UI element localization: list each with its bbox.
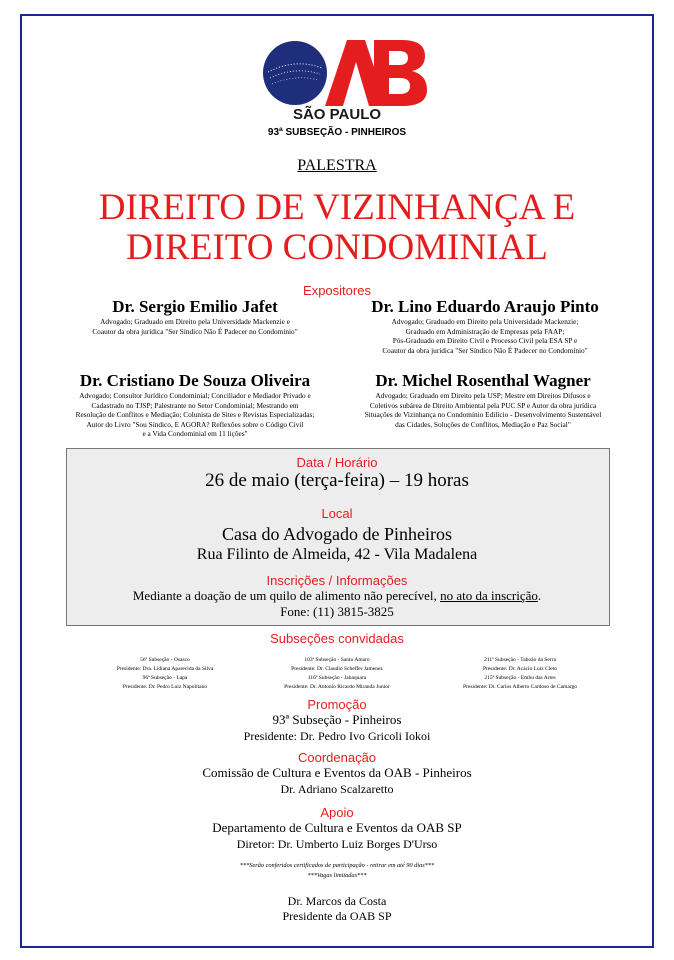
speaker-2	[350, 297, 620, 355]
coordination-heading: Coordenação	[297, 750, 377, 765]
promotion-heading: Promoção	[307, 697, 367, 712]
bio-line: Pós-Graduado em Direito Civil e Processo Civil pela ESA SP e	[392, 336, 578, 345]
bio-line: Resolução de Conflitos e Mediação; Colunista de Sites e Revistas Especializadas;	[75, 410, 315, 419]
subsection-name: 96ª Subseção - Lapa	[142, 675, 188, 681]
speaker-name: Dr. Cristiano De Souza Oliveira	[79, 371, 311, 390]
signup-body: Mediante a doação de um quilo de alimento não perecível,	[132, 588, 441, 603]
subsection-name: 215ª Subseção - Embu das Artes	[484, 675, 556, 681]
invited-heading: Subseções convidadas	[270, 631, 404, 646]
signup-heading: Inscrições / Informações	[266, 573, 408, 588]
bio-line: Advogado; Graduado em Direito pela Universidade Mackenzie;	[391, 317, 579, 326]
bio-line: Coautor da obra jurídica "Ser Síndico Não É Padecer no Condomínio"	[382, 345, 588, 355]
bio-line: Advogado; Consultor Jurídico Condominial; Conciliador e Mediador Privado e	[79, 391, 311, 400]
state-label: SÃO PAULO	[292, 106, 382, 123]
president-name: Dr. Marcos da Costa	[287, 894, 387, 908]
speaker-1	[60, 297, 330, 336]
bio-line: Coletivos subárea de Direito Ambiental pela PUC SP e Autor da obra jurídica	[369, 400, 597, 410]
speaker-3	[50, 371, 340, 439]
coordination-org: Comissão de Cultura e Eventos da OAB - Pinheiros	[202, 765, 472, 780]
speaker-name: Dr. Sergio Emilio Jafet	[112, 297, 278, 316]
speaker-name: Dr. Michel Rosenthal Wagner	[375, 371, 591, 390]
phone: Fone: (11) 3815-3825	[280, 604, 394, 619]
subsection-president: Presidente: Dra. Lidiana Aparecida da Silva	[116, 666, 214, 672]
speaker-4	[338, 371, 628, 429]
bio-line: Cadastrado no TJSP; Palestrante no Setor Condominial; Mestrando em	[91, 400, 299, 410]
president-role: Presidente da OAB SP	[282, 909, 392, 923]
bio-line: Situações de Vizinhança no Condomínio Edilício - Desenvolvimento Sustentável	[364, 410, 602, 419]
support-org: Departamento de Cultura e Eventos da OAB SP	[212, 820, 462, 835]
coordination-person: Dr. Adriano Scalzaretto	[280, 782, 394, 796]
promotion-org: 93ª Subseção - Pinheiros	[272, 712, 402, 727]
support-person: Diretor: Dr. Umberto Luiz Borges D'Urso	[236, 837, 438, 851]
subsection-president: Presidente: Dr. Antonio Ricardo Miranda Junior	[284, 684, 390, 690]
bio-line: das Cidades, Soluções de Conflitos, Mediação e Paz Social"	[395, 419, 571, 429]
bio-line: Advogado; Graduado em Direito pela USP; Mestre em Direitos Difusos e	[375, 391, 591, 400]
speaker-name: Dr. Lino Eduardo Araujo Pinto	[371, 297, 599, 316]
bio-line: Autor do Livro "Sou Síndico, E AGORA? Reflexões sobre o Código Civil	[86, 419, 304, 429]
invited-col-2	[262, 656, 412, 692]
limited-note: ***Vagas limitadas***	[307, 872, 367, 879]
promotion-person: Presidente: Dr. Pedro Ivo Gricoli Iokoi	[243, 729, 431, 743]
certificate-note: ***Serão conferidos certificados de participação - retirar em até 90 dias***	[239, 862, 435, 869]
speakers-heading: Expositores	[303, 283, 371, 298]
subsection-president: Presidente: Dr. Pedro Luiz Napolitano	[122, 684, 208, 690]
event-kind: PALESTRA	[297, 157, 377, 174]
subsection-name: 56ª Subseção - Osasco	[140, 657, 190, 663]
subsection-name: 103ª Subseção - Santo Amaro	[304, 657, 370, 663]
signup-underlined: no ato da inscrição	[440, 588, 538, 603]
subsection-president: Presidente: Dr. Carlos Alberto Cardoso de Camargo	[462, 684, 577, 690]
event-title-line2: DIREITO CONDOMINIAL	[126, 227, 548, 268]
subsection-president: Presidente: Dr. Acácio Luiz Cleto	[482, 666, 558, 672]
bio-line: Graduado em Administração de Empresas pela FAAP;	[405, 326, 565, 336]
oab-logo	[262, 38, 428, 108]
support-heading: Apoio	[320, 805, 354, 820]
speaker-bio	[338, 391, 628, 429]
bio-line: Coautor da obra jurídica "Ser Síndico Não É Padecer no Condomínio"	[92, 326, 298, 336]
speaker-bio	[350, 317, 620, 355]
place-heading: Local	[321, 506, 353, 521]
bio-line: Advogado; Graduado em Direito pela Universidade Mackenzie e	[100, 317, 290, 326]
bio-line: e a Vida Condominial em 11 lições"	[142, 429, 248, 438]
invited-col-3	[440, 656, 600, 692]
invited-col-1	[90, 656, 240, 692]
subsection-name: 116ª Subseção - Jabaquara	[307, 675, 367, 681]
place-name: Casa do Advogado de Pinheiros	[222, 524, 452, 544]
speaker-bio	[50, 391, 340, 439]
subsection-name: 211ª Subseção - Taboão da Serra	[484, 657, 556, 663]
place-address: Rua Filinto de Almeida, 42 - Vila Madalena	[196, 546, 478, 563]
subsection-label: 93ª SUBSEÇÃO - PINHEIROS	[267, 127, 407, 138]
date-heading: Data / Horário	[296, 455, 378, 470]
event-title-line1: DIREITO DE VIZINHANÇA E	[98, 187, 576, 228]
event-date: 26 de maio (terça-feira) – 19 horas	[205, 470, 469, 491]
speaker-bio	[60, 317, 330, 336]
subsection-president: Presidente: Dr. Claudio Scheffer Jamenez	[291, 666, 383, 672]
signup-end: .	[537, 588, 542, 603]
signup-text	[0, 588, 674, 604]
